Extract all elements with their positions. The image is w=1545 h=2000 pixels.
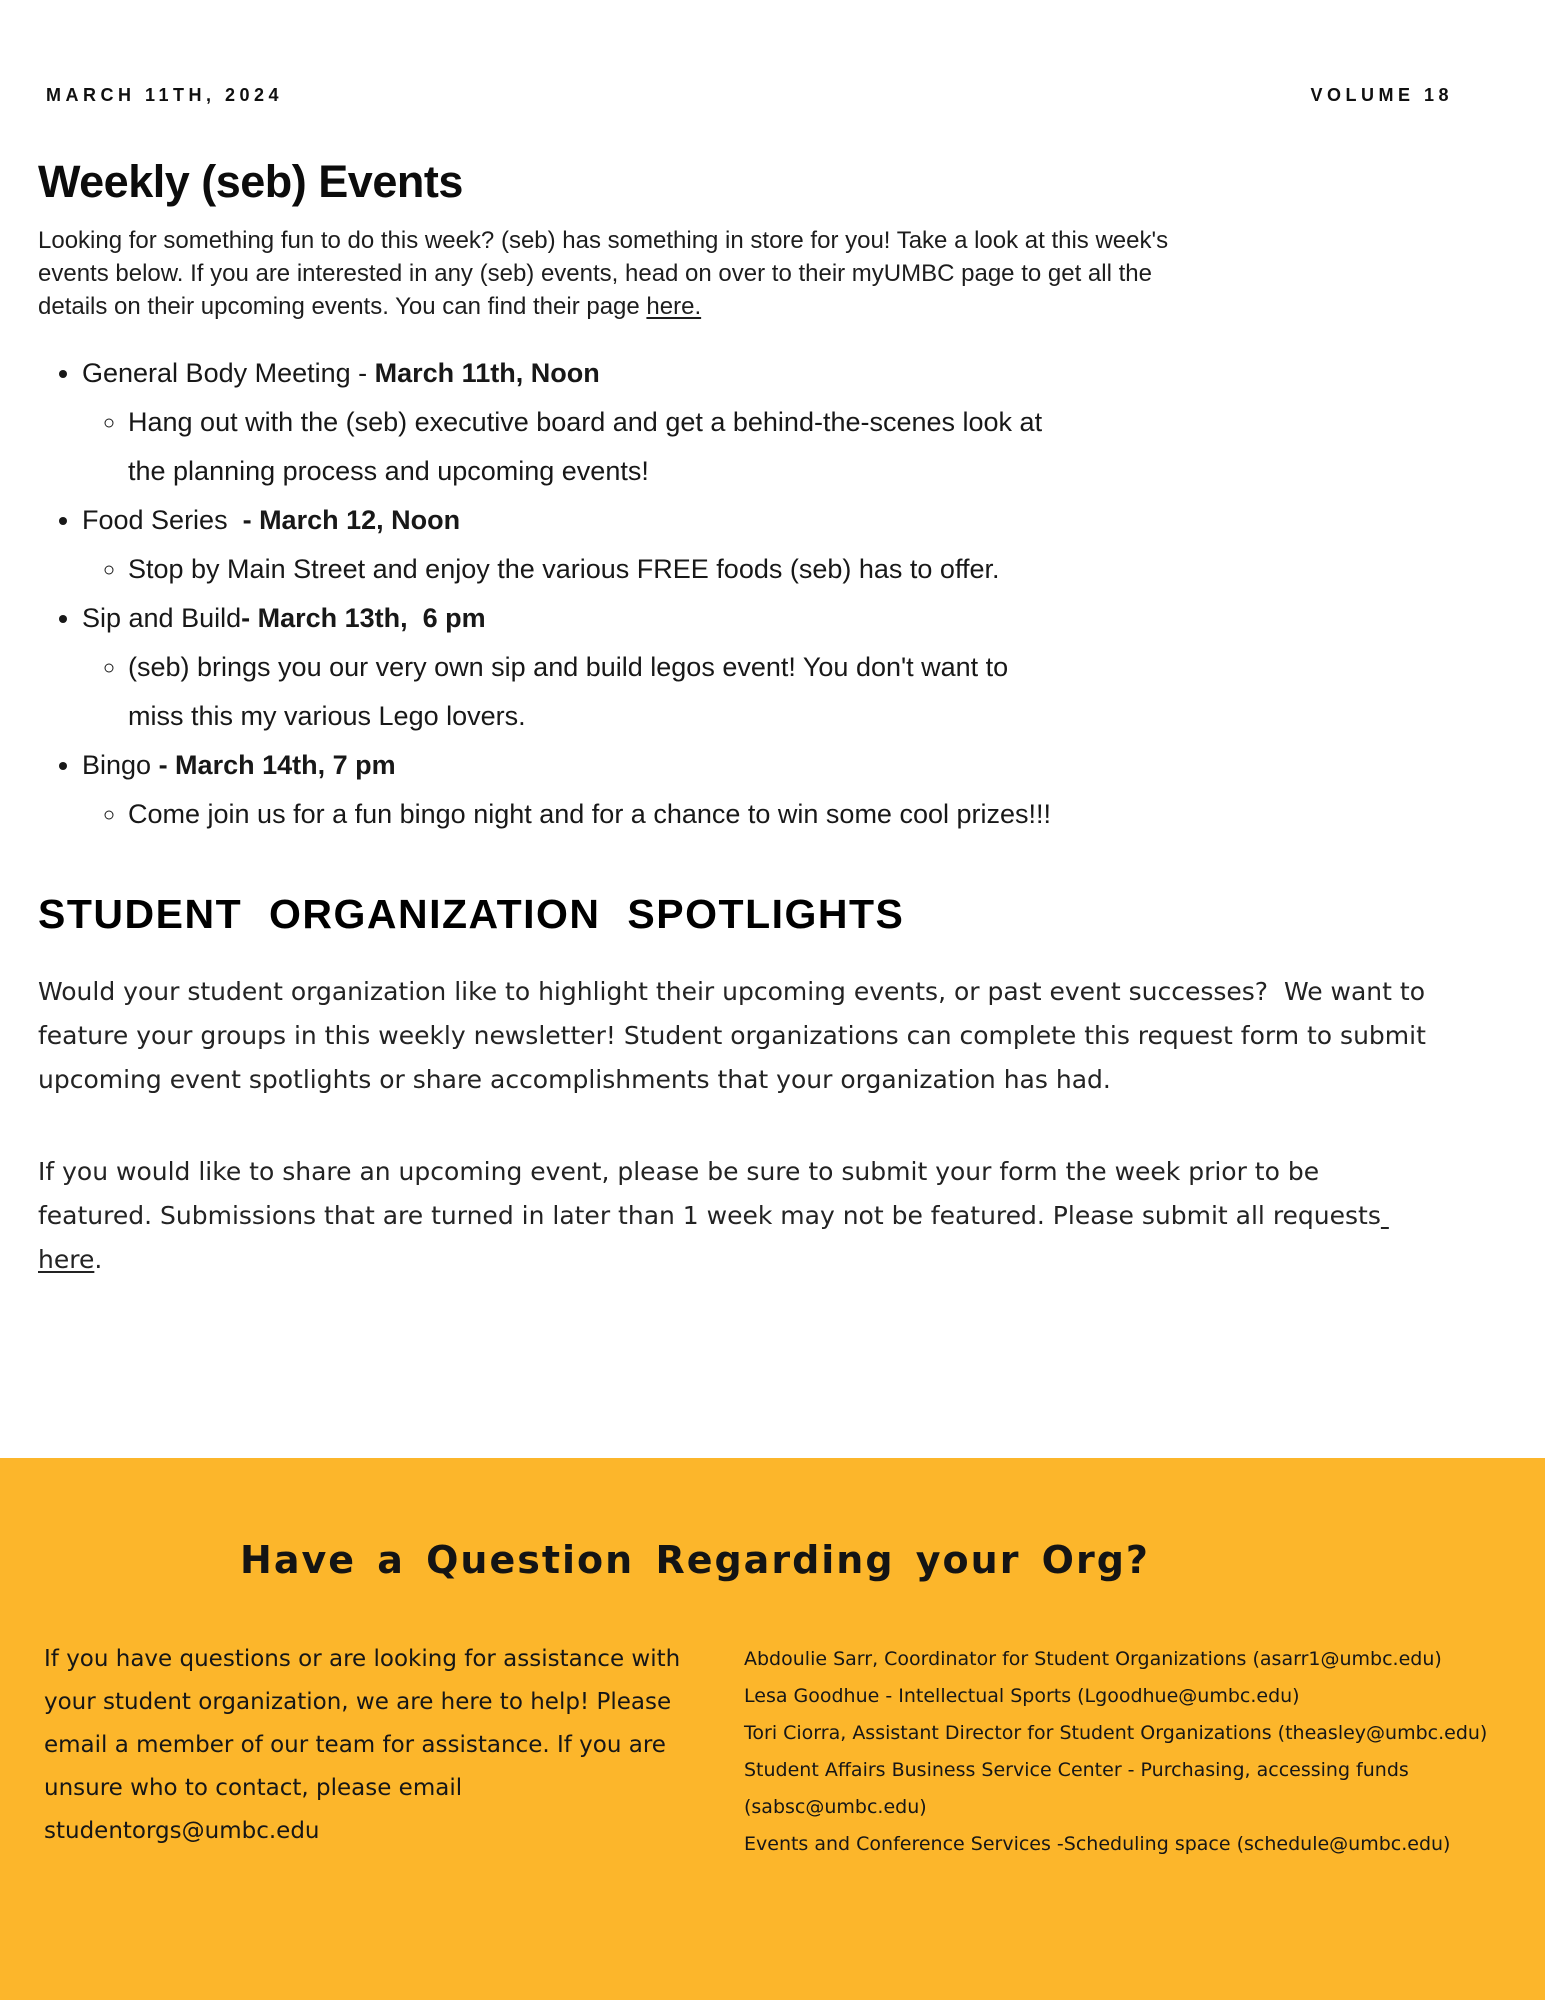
events-intro xyxy=(38,224,1203,323)
event-datetime: - March 13th, 6 pm xyxy=(241,603,486,633)
question-box xyxy=(0,1458,1545,2000)
volume-label: VOLUME 18 xyxy=(1310,85,1453,105)
events-list xyxy=(0,349,1545,839)
contact-entry: Abdoulie Sarr, Coordinator for Student Organizations (asarr1@umbc.edu) xyxy=(744,1648,1442,1670)
question-box-content xyxy=(44,1638,1545,1863)
question-box-title: Have a Question Regarding your Org? xyxy=(240,1538,1150,1582)
contact-entry: Events and Conference Services -Scheduling space (schedule@umbc.edu) xyxy=(744,1833,1451,1855)
spotlights-paragraph-2-period: . xyxy=(94,1245,103,1274)
event-datetime: - March 12, Noon xyxy=(242,505,461,535)
contact-entry: Lesa Goodhue - Intellectual Sports (Lgoodhue@umbc.edu) xyxy=(744,1685,1300,1707)
event-item xyxy=(82,349,1545,496)
issue-date: MARCH 11TH, 2024 xyxy=(46,85,284,105)
event-sublist xyxy=(82,643,1545,741)
contact-list xyxy=(744,1641,1516,1863)
contact-entry: Tori Ciorra, Assistant Director for Student Organizations (theasley@umbc.edu) xyxy=(744,1722,1488,1744)
events-intro-text: Looking for something fun to do this week? (seb) has something in store for you! Take a look at this week's events below. If you are interested in any (seb) events, head on over to their myUMBC page to get all the details on their upcoming events. You can find their page xyxy=(38,227,1175,320)
event-sublist xyxy=(82,790,1545,839)
event-item xyxy=(82,594,1545,741)
event-datetime: March 11th, Noon xyxy=(374,358,600,388)
event-name: Food Series xyxy=(82,505,243,535)
event-description: ◦ Hang out with the (seb) executive board and get a behind-the-scenes look at the planning process and upcoming events! xyxy=(128,398,1068,496)
spotlights-paragraph-2-text: If you would like to share an upcoming event, please be sure to submit your form the week prior to be featured. Submissions that are turned in later than 1 week may not be featured. Please submit all requests xyxy=(38,1157,1381,1230)
spotlights-section-title: STUDENT ORGANIZATION SPOTLIGHTS xyxy=(38,891,905,937)
spotlights-paragraph-2 xyxy=(38,1150,1438,1282)
event-item xyxy=(82,741,1545,839)
event-sublist xyxy=(82,545,1545,594)
request-form-link[interactable]: here xyxy=(38,1201,1389,1274)
question-box-body: If you have questions or are looking for assistance with your student organization, we are here to help! Please email a member of our team for assistance. If you are unsure who to contact, please email studentorgs@umbc.edu xyxy=(44,1646,681,1844)
event-datetime: - March 14th, 7 pm xyxy=(158,750,396,780)
event-name: General Body Meeting - xyxy=(82,358,375,388)
event-name: Bingo xyxy=(82,750,159,780)
event-description: ◦ Come join us for a fun bingo night and for a chance to win some cool prizes!!! xyxy=(128,790,1068,839)
spotlights-paragraph-1: Would your student organization like to highlight their upcoming events, or past event successes? We want to feature your groups in this weekly newsletter! Student organizations can complete this request form to submit upcoming event spotlights or share accomplishments that your organization has had. xyxy=(38,977,1434,1094)
events-section-title: Weekly (seb) Events xyxy=(38,156,463,207)
event-item xyxy=(82,496,1545,594)
contact-entry: Student Affairs Business Service Center - Purchasing, accessing funds (sabsc@umbc.edu) xyxy=(744,1759,1409,1818)
myumbc-page-link[interactable]: here. xyxy=(646,293,702,320)
event-description: ◦ (seb) brings you our very own sip and build legos event! You don't want to miss this my various Lego lovers. xyxy=(128,643,1068,741)
header-bar xyxy=(0,0,1545,106)
event-description: ◦ Stop by Main Street and enjoy the various FREE foods (seb) has to offer. xyxy=(128,545,1068,594)
event-name: Sip and Build xyxy=(82,603,242,633)
event-sublist xyxy=(82,398,1545,496)
